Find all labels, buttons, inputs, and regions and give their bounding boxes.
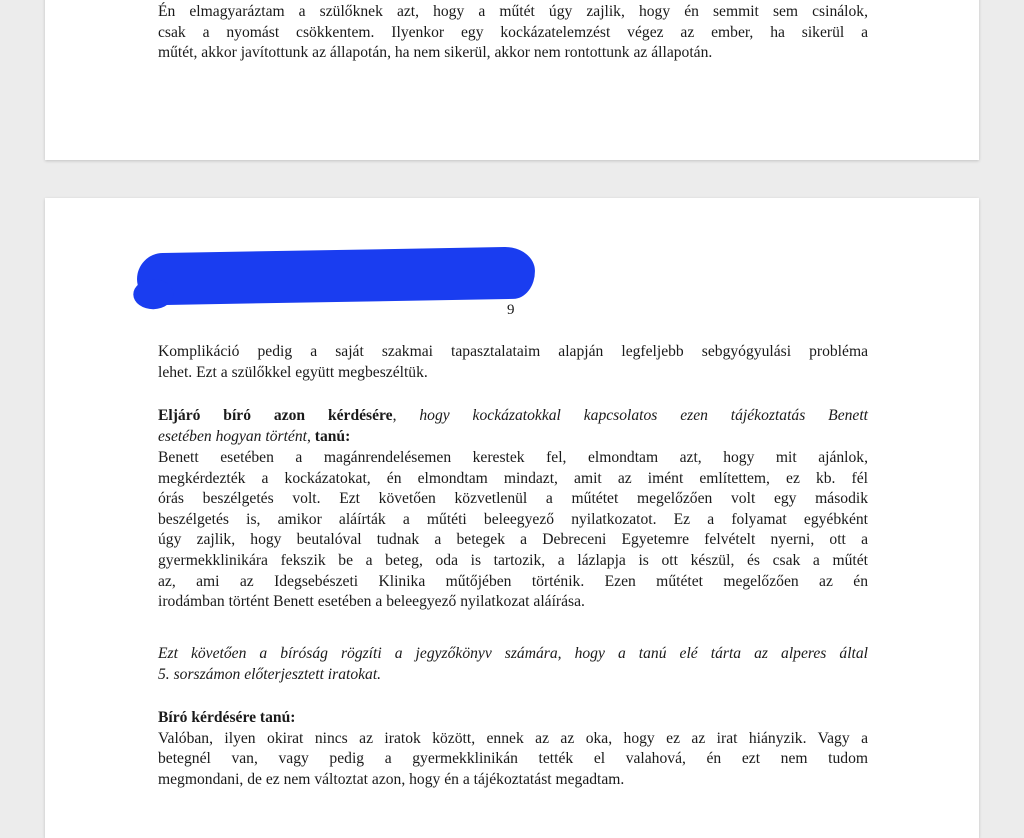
paragraph-judge-question — [158, 708, 868, 790]
top-paragraph — [158, 2, 868, 64]
text-line: órás beszélgetés volt. Ezt követően közvetlenül a műtétet megelőzően volt egy második — [158, 490, 868, 508]
text-line: Ezt követően a bíróság rögzíti a jegyzőkönyv számára, hogy a tanú elé tárta az alperes által — [158, 645, 868, 662]
text-line: gyermekklinikára fekszik be a beteg, oda is tartozik, a lázlapja is ott készül, és csak a műtét — [158, 551, 868, 569]
text-line: lehet. Ezt a szülőkkel együtt megbeszéltük. — [158, 363, 428, 381]
punctuation: , — [392, 407, 420, 424]
text-line: megkérdezték a kockázatokat, én elmondtam mindazt, amit az imént említettem, ez kb. fél — [158, 469, 868, 487]
redaction-mark — [137, 247, 536, 306]
judge-question-heading — [158, 708, 868, 729]
text-line: Benett esetében a magánrendelésemen kerestek fel, elmondtam azt, hogy mit ajánlok, — [158, 449, 868, 466]
judge-question-label: Eljáró bíró azon kérdésére — [158, 407, 393, 424]
heading-text: Bíró kérdésére tanú: — [158, 709, 296, 726]
question-text: hogy kockázatokkal kapcsolatos ezen tájékoztatás Benett — [419, 407, 868, 424]
text-line: megmondani, de ez nem változtat azon, hogy én a tájékoztatást megadtam. — [158, 770, 625, 788]
text-line: Valóban, ilyen okirat nincs az iratok között, ennek az az oka, hogy ez az irat hiányzik. Vagy a — [158, 729, 868, 747]
punctuation: , — [306, 427, 315, 445]
paragraph-court-note — [158, 644, 868, 685]
text-line: betegnél van, vagy pedig a gyermekklinikán tették el valahová, én ezt nem tudom — [158, 750, 868, 768]
page-number: 9 — [507, 302, 515, 318]
paragraph-complication — [158, 342, 868, 383]
question-text: esetében hogyan történt — [158, 427, 307, 445]
text-line: beszélgetés is, amikor aláírták a műtéti beleegyező nyilatkozatot. Ez a folyamat egyébként — [158, 510, 868, 528]
text-line: Én elmagyaráztam a szülőknek azt, hogy a műtét úgy zajlik, hogy én semmit sem csinálok, — [158, 3, 868, 20]
question-heading — [158, 406, 868, 447]
text-line: az, ami az Idegsebészeti Klinika műtőjében történik. Ezen műtétet megelőzően az én — [158, 572, 868, 590]
text-line: csak a nyomást csökkentem. Ilyenkor egy kockázatelemzést végez az ember, ha sikerül a — [158, 23, 868, 41]
text-line: 5. sorszámon előterjesztett iratokat. — [158, 665, 382, 683]
text-line: műtét, akkor javítottunk az állapotán, ha nem sikerül, akkor nem rontottunk az állapotán. — [158, 44, 713, 62]
text-line: úgy zajlik, hogy beutalóval tudnak a betegek a Debreceni Egyetemre felvételt nyerni, ott a — [158, 531, 868, 549]
paragraph-testimony — [158, 448, 868, 613]
text-line — [158, 427, 868, 448]
text-line: irodámban történt Benett esetében a beleegyező nyilatkozat aláírása. — [158, 593, 585, 611]
document-page-bottom — [45, 198, 979, 838]
document-page-top — [45, 0, 979, 160]
witness-label: tanú: — [314, 427, 351, 445]
text-line: Komplikáció pedig a saját szakmai tapasztalataim alapján legfeljebb sebgyógyulási probléma — [158, 343, 868, 360]
text-line — [158, 406, 868, 427]
